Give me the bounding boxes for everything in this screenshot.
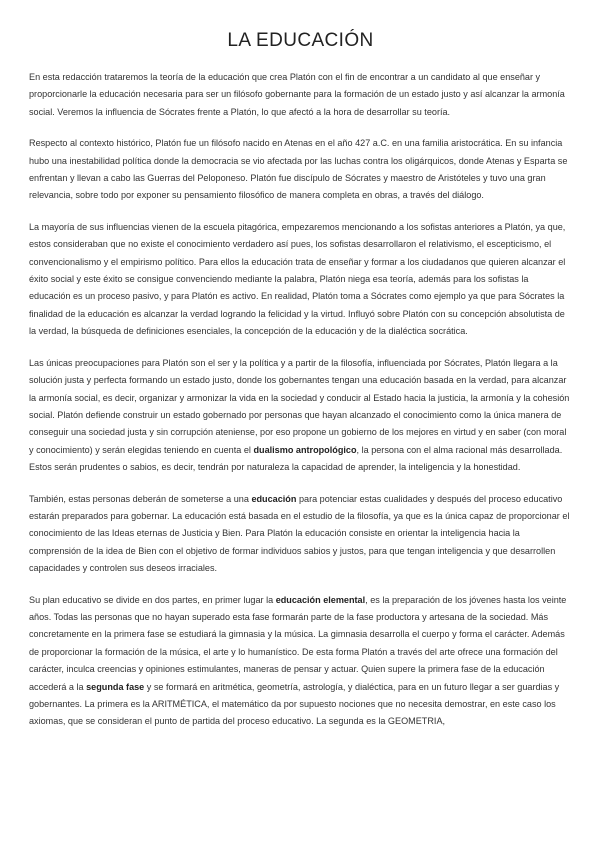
document-title: LA EDUCACIÓN <box>227 30 374 51</box>
paragraph-text: para potenciar estas cualidades y después del proceso educativo estarán preparados para gobernar. La educación está basada en el estudio de la filosofía, ya que es la única capaz de proporcionar el conocimiento de las Ideas eternas de Justicia y Bien. Para Platón la educación consiste en orientar la inteligencia hacia la comprensión de la idea de Bien con el objetivo de formar individuos sabios y justos, para que tengan inteligencia y que desarrollen capacidades y controlen sus deseos irraciales. <box>29 493 570 574</box>
bold-term-segunda-fase: segunda fase <box>86 681 145 692</box>
bold-term-dualismo: dualismo antropológico <box>253 444 357 455</box>
bold-term-educacion: educación <box>251 493 297 504</box>
paragraph-educacion <box>29 491 572 578</box>
paragraph-text: En esta redacción trataremos la teoría de la educación que crea Platón con el fin de encontrar a un candidato al que enseñar y proporcionarle la educación necesaria para ser un filósofo gobernante para la formación de un estado justo y así alcanzar la armonía social. Veremos la influencia de Sócrates frente a Platón, lo que afectó a la hora de desarrollar su teoría. <box>29 72 565 117</box>
paragraph-text: y se formará en aritmética, geometría, astrología, y dialéctica, para en un futuro llegar a ser guardias y gobernantes. La primera es la ARITMÉTICA, el matemático da por supuesto nociones que no necesita demostrar, en este caso los axiomas, que se consideran el punto de partida del proceso educativo. La segunda es la GEOMETRIA, <box>29 681 560 727</box>
paragraph-text: Su plan educativo se divide en dos partes, en primer lugar la <box>29 594 276 605</box>
paragraph-text: La mayoría de sus influencias vienen de la escuela pitagórica, empezaremos mencionando a los sofistas anteriores a Platón, ya que, estos consideraban que no existe el conocimiento verdadero así pues, los sofistas desarrollaron el relativismo, el escepticismo, el convencionalismo y el empirismo político. Para ellos la educación trata de enseñar y formar a los ciudadanos que quieren alcanzar el éxito social y este éxito se consigue convenciendo mediante la palabra, Platón niega esa teoría, además para los sofistas la educación es un proceso pasivo, y para Platón es activo. En realidad, Platón toma a Sócrates como ejemplo ya que para Sócrates la finalidad de la educación es alcanzar la verdad logrando la felicidad y la virtud. Influyó sobre Platón con su concepción absolutista de la verdad, la búsqueda de definiciones esenciales, la concepción de la educación y de la dialéctica socrática. <box>29 221 566 337</box>
paragraph-text: Las únicas preocupaciones para Platón son el ser y la política y a partir de la filosofía, influenciada por Sócrates, Platón llegara a la solución justa y perfecta formando un estado justo, donde los gobernantes tengan una educación basada en la verdad, para alcanzar la armonía social, es decir, organizar y armonizar la vida en la sociedad y conducir al Estado hacia la justicia, la armonía y la cohesión social. Platón defiende construir un estado gobernado por personas que hayan alcanzado el conocimiento como la única manera de conseguir una sociedad justa y sin corrupción ateniense, por eso propone un gobierno de los mejores en virtud y en saber (con moral y conocimiento) y serán elegidas teniendo en cuenta el <box>29 357 570 455</box>
paragraph-text: También, estas personas deberán de someterse a una <box>29 493 252 504</box>
bold-term-educacion-elemental: educación elemental <box>275 594 366 605</box>
paragraph-introduccion <box>29 69 572 121</box>
paragraph-text: Respecto al contexto histórico, Platón fue un filósofo nacido en Atenas en el año 427 a.C. en una familia aristocrática. En su infancia hubo una inestabilidad política donde la democracia se vio afectada por las luchas contra los oligárquicos, donde Atenas y Esparta se enfrentan y llevan a cabo las Guerras del Peloponeso. Platón fue discípulo de Sócrates y maestro de Aristóteles y tuvo una gran relevancia, sobre todo por exponer su pensamiento filosófico de manera completa en obras, a través del diálogo. <box>29 138 568 201</box>
paragraph-influencias <box>29 219 572 341</box>
paragraph-text: , es la preparación de los jóvenes hasta los veinte años. Todas las personas que no hayan superado esta fase formarán parte de la fase productora y artesana de la sociedad. Más concretamente en la primera fase se estudiará la gimnasia y la música. La gimnasia desarrolla el cuerpo y forma el carácter. Además de proporcionar la formación de la música, el arte y lo humanístico. De esta forma Platón a través del arte ofrece una formación del carácter, inculca creencias y opiniones estimulantes, maneras de pensar y actuar. Quien supere la primera fase de la educación accederá a la <box>29 594 567 692</box>
paragraph-contexto-historico <box>29 135 572 205</box>
paragraph-estado-justo <box>29 355 572 477</box>
paragraph-plan-educativo <box>29 592 572 731</box>
paragraph-text: , la persona con el alma racional más desarrollada. Estos serán prudentes o sabios, es decir, tendrán por naturaleza la capacidad de aprender, la inteligencia y la honestidad. <box>29 444 563 473</box>
